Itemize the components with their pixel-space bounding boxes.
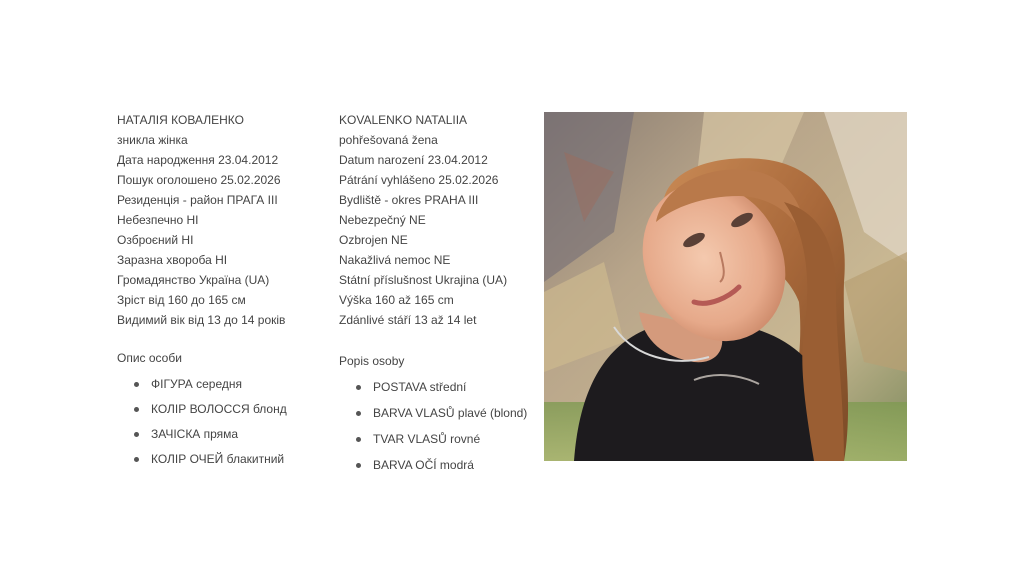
bullet-icon [134,407,139,412]
czech-info-column [339,110,544,481]
list-item [339,403,544,423]
status-cz: pohřešovaná žena [339,133,438,147]
citizenship-cz: Státní příslušnost Ukrajina (UA) [339,273,508,287]
feature-text: ЗАЧІСКА пряма [151,427,239,441]
feature-text: TVAR VLASŮ rovné [373,432,481,446]
search-date-ua: Пошук оголошено 25.02.2026 [117,173,281,187]
list-item [117,399,332,419]
birth-date-cz: Datum narození 23.04.2012 [339,153,488,167]
bullet-icon [134,432,139,437]
citizenship-ua: Громадянство Україна (UA) [117,273,270,287]
bullet-icon [134,457,139,462]
bullet-icon [356,385,361,390]
bullet-icon [356,411,361,416]
birth-date-ua: Дата народження 23.04.2012 [117,153,279,167]
feature-text: ФІГУРА середня [151,377,243,391]
residence-cz: Bydliště - okres PRAHA III [339,193,479,207]
features-list-cz [339,377,544,475]
description-title-ua: Опис особи [117,351,182,365]
features-list-ua [117,374,332,469]
disease-cz: Nakažlivá nemoc NE [339,253,451,267]
feature-text: POSTAVA střední [373,380,467,394]
list-item [117,424,332,444]
person-name-ua: НАТАЛІЯ КОВАЛЕНКО [117,113,244,127]
search-date-cz: Pátrání vyhlášeno 25.02.2026 [339,173,499,187]
residence-ua: Резиденція - район ПРАГА III [117,193,278,207]
bullet-icon [356,437,361,442]
dangerous-cz: Nebezpečný NE [339,213,426,227]
person-name-cz: KOVALENKO NATALIIA [339,113,468,127]
apparent-age-ua: Видимий вік від 13 до 14 років [117,313,286,327]
list-item [339,429,544,449]
feature-text: BARVA VLASŮ plavé (blond) [373,406,528,420]
description-title-cz: Popis osoby [339,354,405,368]
armed-ua: Озброєний НІ [117,233,194,247]
feature-text: КОЛІР ОЧЕЙ блакитний [151,452,285,466]
ukrainian-info-column [117,110,332,474]
disease-ua: Заразна хвороба НІ [117,253,228,267]
height-cz: Výška 160 až 165 cm [339,293,454,307]
list-item [117,374,332,394]
apparent-age-cz: Zdánlivé stáří 13 až 14 let [339,313,477,327]
feature-text: BARVA OČÍ modrá [373,458,474,472]
list-item [117,449,332,469]
dangerous-ua: Небезпечно НІ [117,213,199,227]
person-photo [544,112,907,461]
height-ua: Зріст від 160 до 165 см [117,293,246,307]
bullet-icon [134,382,139,387]
status-ua: зникла жінка [117,133,188,147]
bullet-icon [356,463,361,468]
list-item [339,455,544,475]
armed-cz: Ozbrojen NE [339,233,408,247]
list-item [339,377,544,397]
feature-text: КОЛІР ВОЛОССЯ блонд [151,402,287,416]
